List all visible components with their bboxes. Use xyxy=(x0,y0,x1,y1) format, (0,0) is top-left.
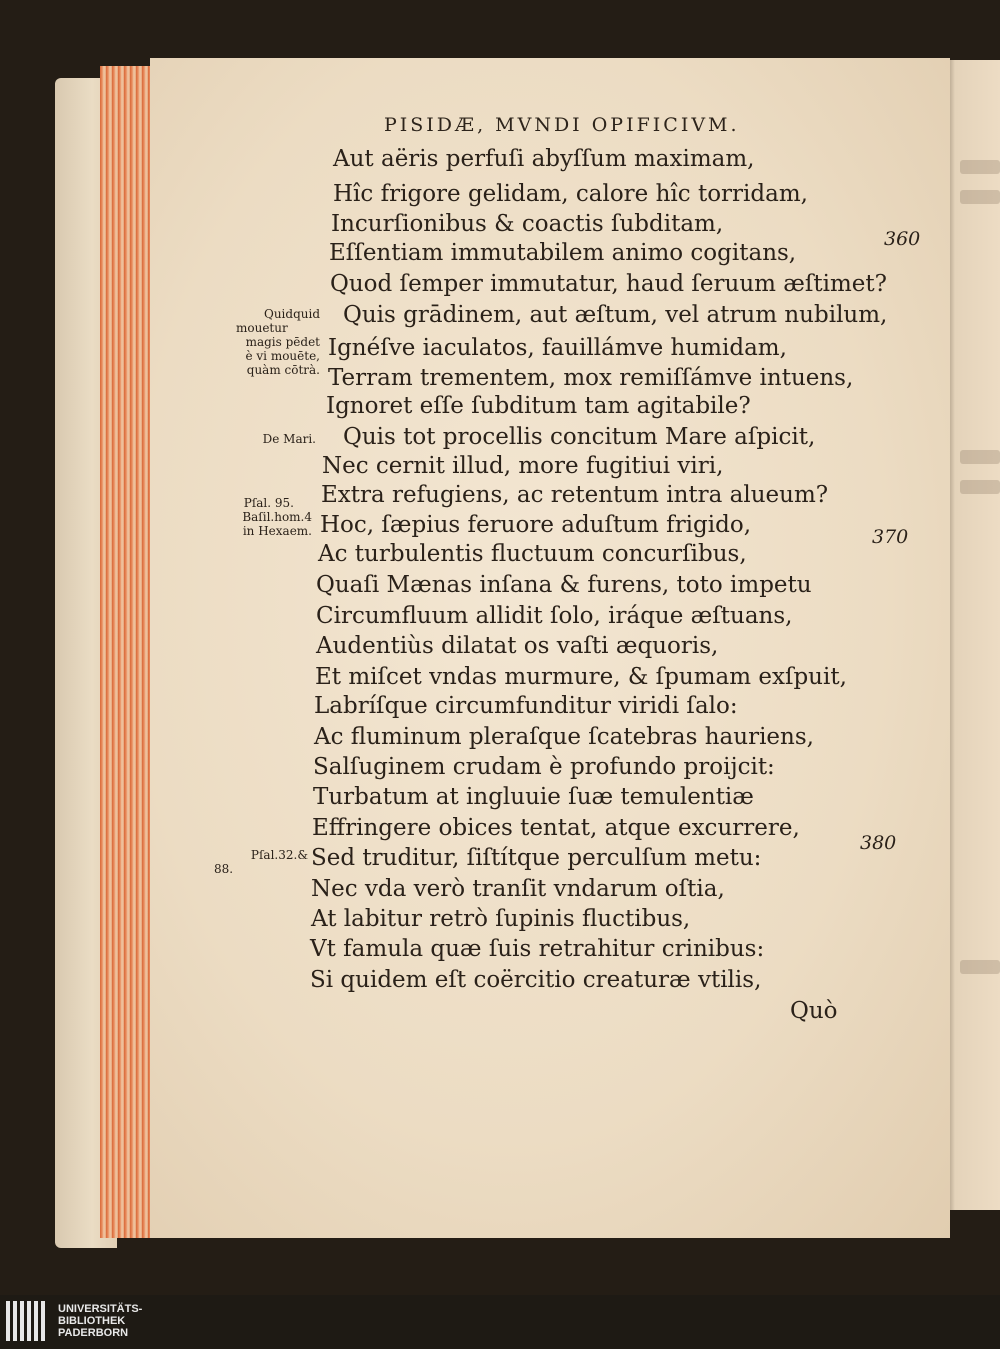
catchword: Quò xyxy=(790,998,838,1024)
margin-note-line: quàm cōtrà. xyxy=(246,363,320,377)
verse-line: Ignoret eſſe ſubditum tam agitabile? xyxy=(326,393,751,419)
library-name-line: UNIVERSITÄTS- xyxy=(58,1303,143,1315)
margin-note-psal32 xyxy=(214,848,308,876)
verse-line: Effringere obices tentat, atque excurrere, xyxy=(312,815,800,841)
library-footer xyxy=(0,1295,1000,1349)
verse-line: Ac turbulentis fluctuum concurſibus, xyxy=(318,541,747,567)
verse-line: Ac fluminum pleraſque ſcatebras hauriens, xyxy=(314,724,814,750)
margin-note-line: magis pēdet xyxy=(245,335,320,349)
verse-line: Salſuginem crudam è profundo proijcit: xyxy=(313,754,775,780)
verse-line: Quis grādinem, aut æſtum, vel atrum nubilum, xyxy=(343,302,888,328)
verse-line: Labríſque circumfunditur viridi ſalo: xyxy=(314,693,738,719)
margin-note-line: mouetur xyxy=(236,321,288,335)
library-name-line: PADERBORN xyxy=(58,1327,129,1339)
running-header: PISIDÆ, MVNDI OPIFICIVM. xyxy=(384,114,740,136)
margin-note-line: è vi mouēte, xyxy=(245,349,320,363)
margin-note-line: Pſal. 95. xyxy=(243,496,294,510)
verse-line: Ignéſve iaculatos, fauillámve humidam, xyxy=(328,335,787,361)
library-name-line: BIBLIOTHEK xyxy=(58,1315,126,1327)
line-number-370: 370 xyxy=(872,526,909,548)
verse-line: Turbatum at ingluuie ſuæ temulentiæ xyxy=(313,784,754,810)
library-name xyxy=(58,1303,142,1339)
verse-line: Hoc, ſæpius feruore aduſtum frigido, xyxy=(320,512,752,538)
library-logo-icon xyxy=(6,1301,48,1343)
verse-line: Et miſcet vndas murmure, & ſpumam exſpuit, xyxy=(315,664,847,690)
margin-note-line: 88. xyxy=(214,862,234,876)
margin-note-de-mari: De Mari. xyxy=(262,432,316,446)
margin-note-line: Quidquid xyxy=(263,307,320,321)
margin-note-quidquid xyxy=(224,307,320,377)
verse-line: Eſſentiam immutabilem animo cogitans, xyxy=(329,240,797,266)
margin-note-psal95 xyxy=(212,496,312,538)
verse-line: Quaſi Mænas inſana & furens, toto impetu xyxy=(316,572,812,598)
verse-line: Quod ſemper immutatur, haud ſeruum æſtimet? xyxy=(330,271,887,297)
verse-line: Aut aëris perfuſi abyſſum maximam, xyxy=(333,146,755,172)
verse-line: Quis tot procellis concitum Mare aſpicit, xyxy=(343,424,816,450)
verse-line: Si quidem eſt coërcitio creaturæ vtilis, xyxy=(310,967,762,993)
verse-line: Nec cernit illud, more fugitiui viri, xyxy=(322,453,724,479)
line-number-380: 380 xyxy=(860,832,897,854)
line-number-360: 360 xyxy=(884,228,921,250)
verse-line: Extra refugiens, ac retentum intra alueum? xyxy=(321,482,829,508)
margin-note-line: in Hexaem. xyxy=(242,524,312,538)
verse-line: Hîc frigore gelidam, calore hîc torridam, xyxy=(333,181,808,207)
verse-line: Terram trementem, mox remiſſámve intuens, xyxy=(328,365,854,391)
verse-line: At labitur retrò ſupinis fluctibus, xyxy=(311,906,691,932)
verse-line: Audentiùs dilatat os vaſti æquoris, xyxy=(316,633,719,659)
verse-line: Nec vda verò tranſit vndarum oſtia, xyxy=(311,876,725,902)
verse-line: Circumfluum allidit ſolo, iráque æſtuans, xyxy=(316,603,793,629)
margin-note-line: Pſal.32.& xyxy=(250,848,308,862)
margin-note-line: Baſil.hom.4 xyxy=(242,510,312,524)
verse-line: Vt famula quæ ſuis retrahitur crinibus: xyxy=(310,936,765,962)
verse-line: Sed truditur, ſiſtítque perculſum metu: xyxy=(311,845,762,871)
verse-line: Incurſionibus & coactis ſubditam, xyxy=(331,211,724,237)
